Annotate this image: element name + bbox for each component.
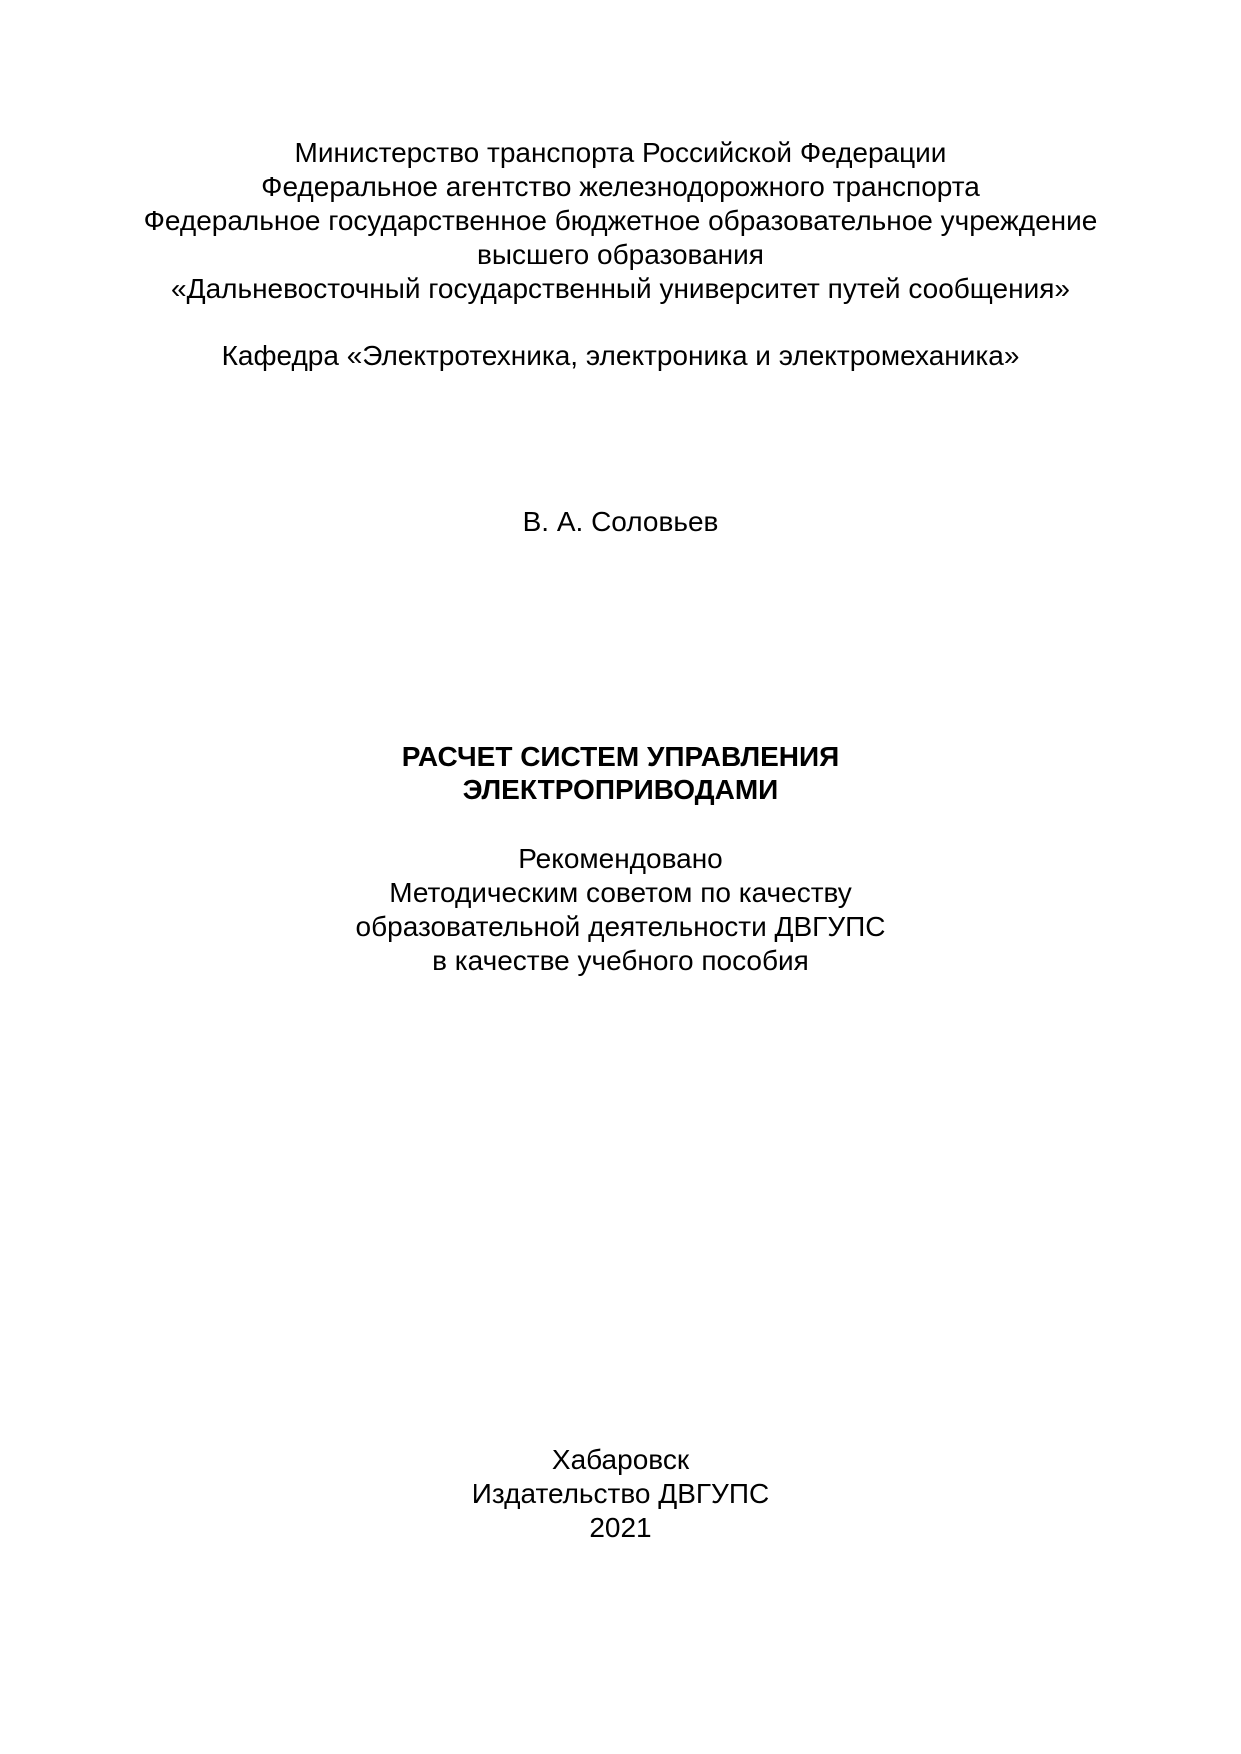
imprint-year: 2021 xyxy=(589,1512,652,1543)
book-title-line-2: ЭЛЕКТРОПРИВОДАМИ xyxy=(462,774,779,805)
author-name: В. А. Соловьев xyxy=(522,506,719,537)
department xyxy=(0,339,1241,373)
institution-header xyxy=(0,136,1241,306)
author xyxy=(0,505,1241,539)
recommendation-line-1: Рекомендовано xyxy=(518,843,723,874)
recommendation-line-4: в качестве учебного пособия xyxy=(432,945,809,976)
recommendation-note xyxy=(0,842,1241,978)
university-name-line: «Дальневосточный государственный университет путей сообщения» xyxy=(171,273,1070,304)
ministry-line: Министерство транспорта Российской Федерации xyxy=(294,137,947,168)
recommendation-line-2: Методическим советом по качеству xyxy=(389,877,852,908)
recommendation-line-3: образовательной деятельности ДВГУПС xyxy=(355,911,886,942)
book-title-line-1: РАСЧЕТ СИСТЕМ УПРАВЛЕНИЯ xyxy=(401,741,840,772)
book-title xyxy=(0,740,1241,806)
department-name: Кафедра «Электротехника, электроника и электромеханика» xyxy=(221,340,1020,371)
imprint-city: Хабаровск xyxy=(551,1444,690,1475)
imprint-publisher: Издательство ДВГУПС xyxy=(471,1478,770,1509)
imprint xyxy=(0,1443,1241,1545)
institution-type-line: Федеральное государственное бюджетное образовательное учреждение xyxy=(143,205,1098,236)
agency-line: Федеральное агентство железнодорожного транспорта xyxy=(261,171,980,202)
education-level-line: высшего образования xyxy=(477,239,764,270)
